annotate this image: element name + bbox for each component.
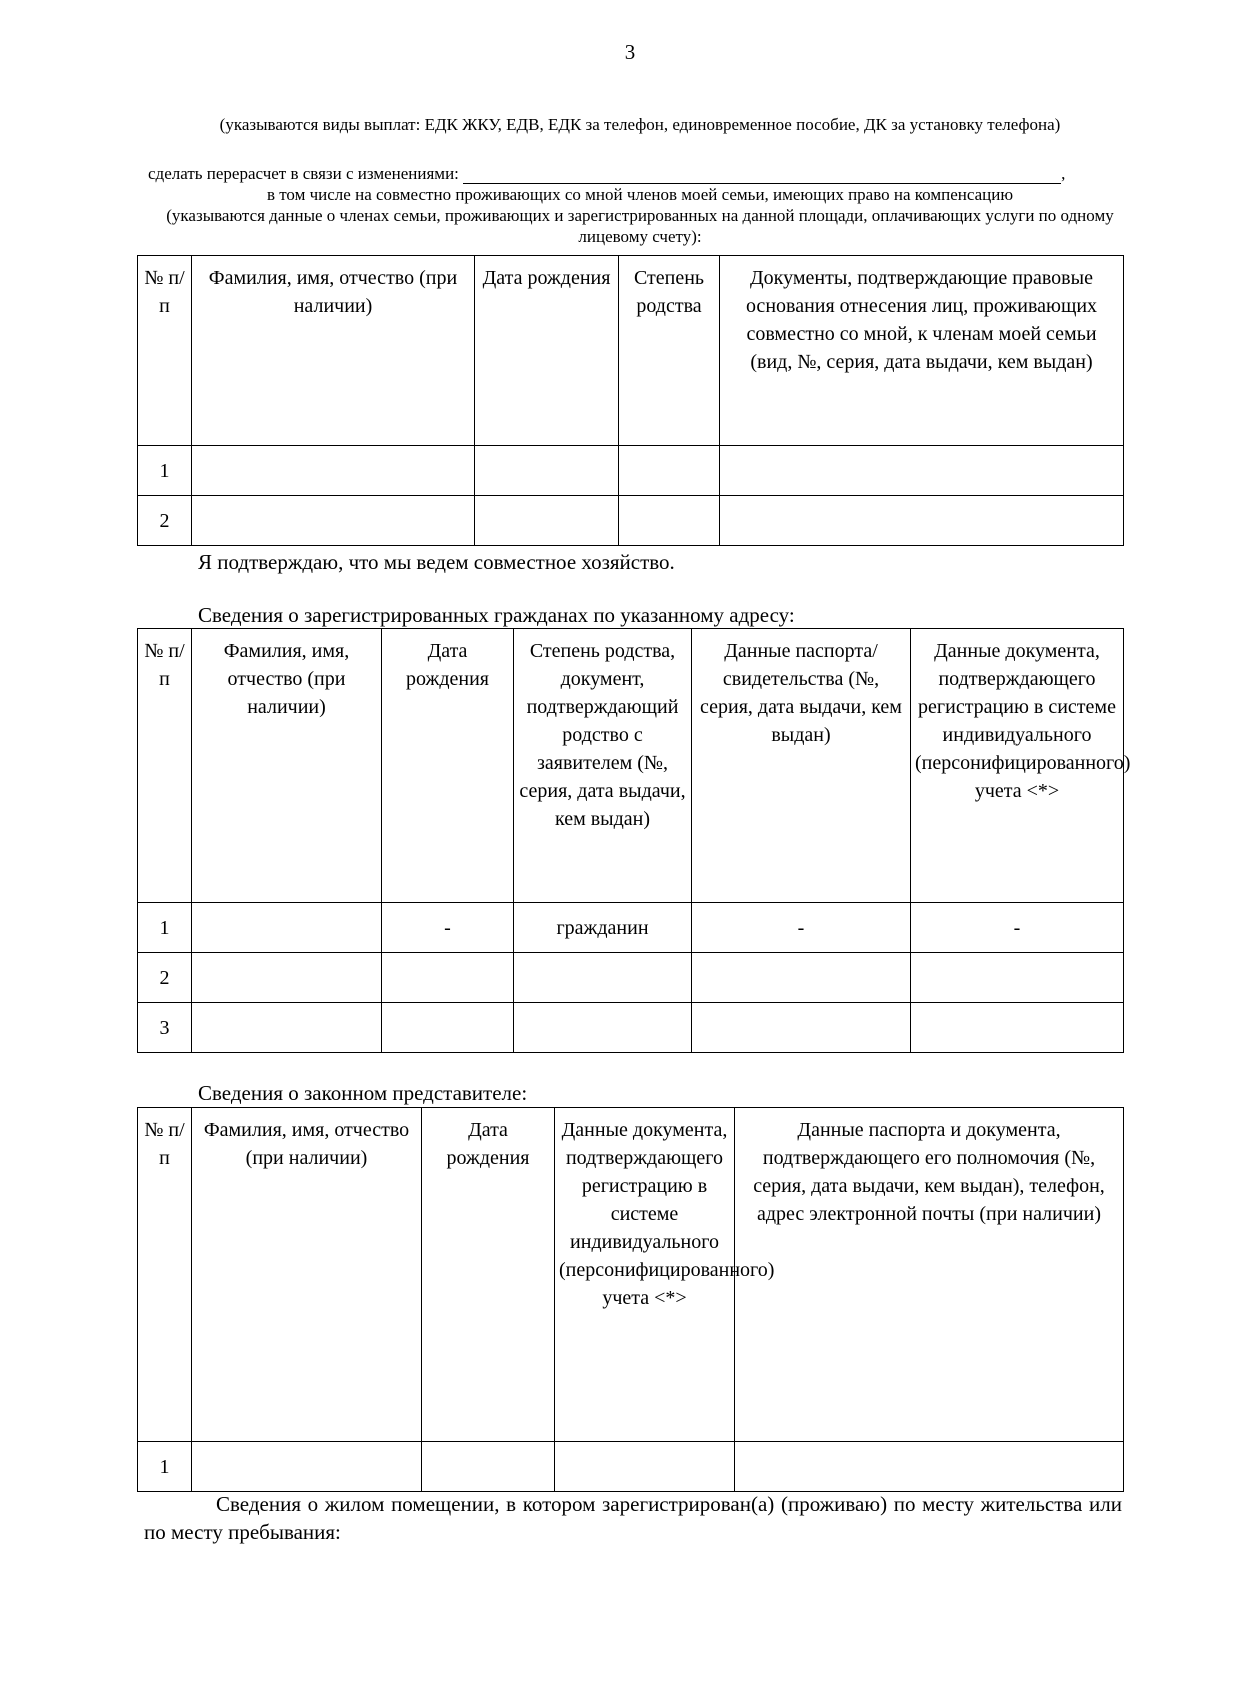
header-cell: Дата рождения (382, 629, 514, 903)
header-cell: Фамилия, имя, отчество (при наличии) (192, 1108, 422, 1442)
row-number: 2 (138, 496, 192, 546)
table-cell[interactable] (692, 953, 911, 1003)
table-cell[interactable] (192, 496, 475, 546)
table-cell[interactable] (422, 1442, 555, 1492)
row-number: 1 (138, 903, 192, 953)
table-row (138, 903, 1124, 953)
row-number: 3 (138, 1003, 192, 1053)
table-cell[interactable] (192, 953, 382, 1003)
table-cell[interactable]: - (692, 903, 911, 953)
table-cell[interactable] (382, 953, 514, 1003)
table-cell[interactable] (514, 953, 692, 1003)
header-cell: Документы, подтверждающие правовые основания отнесения лиц, проживающих совместно со мной, к членам моей семьи (вид, №, серия, дата выдачи, кем выдан) (720, 256, 1124, 446)
registered-title: Сведения о зарегистрированных гражданах по указанному адресу: (198, 603, 795, 627)
table-row (138, 496, 1124, 546)
table-cell[interactable] (619, 446, 720, 496)
header-cell: Данные документа, подтверждающего регистрацию в системе индивидуального (персонифицированного) учета <*> (555, 1108, 735, 1442)
table-row (138, 446, 1124, 496)
header-cell: Фамилия, имя, отчество (при наличии) (192, 629, 382, 903)
table-cell[interactable] (192, 1003, 382, 1053)
housing-text (144, 1490, 1122, 1546)
family-table (137, 255, 1124, 546)
family-notes (140, 184, 1140, 247)
table-cell[interactable] (911, 953, 1124, 1003)
table-cell[interactable] (475, 446, 619, 496)
table-cell[interactable] (475, 496, 619, 546)
family-line: в том числе на совместно проживающих со мной членов моей семьи, имеющих право на компенсацию (266, 185, 1014, 204)
rep-title: Сведения о законном представителе: (198, 1081, 528, 1105)
header-cell: Степень родства (619, 256, 720, 446)
recalc-blank (463, 167, 1061, 184)
confirm-text: Я подтверждаю, что мы ведем совместное хозяйство. (198, 550, 675, 574)
table-cell[interactable] (555, 1442, 735, 1492)
table-cell[interactable]: - (382, 903, 514, 953)
recalc-line (148, 163, 1138, 184)
table-cell[interactable] (192, 1442, 422, 1492)
table-cell[interactable] (192, 903, 382, 953)
recalc-suffix: , (1061, 164, 1066, 183)
table-cell[interactable] (720, 496, 1124, 546)
registered-table (137, 628, 1131, 1053)
family-table-header (138, 256, 1124, 446)
row-number: 2 (138, 953, 192, 1003)
header-cell: Данные паспорта/свидетельства (№, серия, дата выдачи, кем выдан) (692, 629, 911, 903)
header-cell: № п/п (138, 256, 192, 446)
table-cell[interactable] (192, 446, 475, 496)
table-cell[interactable] (720, 446, 1124, 496)
table-cell[interactable]: - (911, 903, 1124, 953)
header-cell: № п/п (138, 1108, 192, 1442)
table-row (138, 953, 1124, 1003)
registered-table-header (138, 629, 1124, 903)
header-cell: Дата рождения (475, 256, 619, 446)
rep-table (137, 1107, 1124, 1492)
table-row (138, 1442, 1124, 1492)
family-note: (указываются данные о членах семьи, проживающих и зарегистрированных на данной площади, оплачивающих услуги по одному лицевому счету): (166, 206, 1114, 246)
table-cell[interactable] (514, 1003, 692, 1053)
recalc-prefix: сделать перерасчет в связи с изменениями: (148, 164, 459, 183)
table-cell[interactable] (735, 1442, 1124, 1492)
header-cell: № п/п (138, 629, 192, 903)
table-cell[interactable] (911, 1003, 1124, 1053)
row-number: 1 (138, 446, 192, 496)
table-cell[interactable] (619, 496, 720, 546)
housing-text-content: Сведения о жилом помещении, в котором зарегистрирован(а) (проживаю) по месту жительства или по месту пребывания: (144, 1492, 1122, 1544)
row-number: 1 (138, 1442, 192, 1492)
header-cell: Степень родства, документ, подтверждающий родство с заявителем (№, серия, дата выдачи, кем выдан) (514, 629, 692, 903)
table-row (138, 1003, 1124, 1053)
table-cell[interactable]: гражданин (514, 903, 692, 953)
header-cell: Данные документа, подтверждающего регистрацию в системе индивидуального (персонифицированного) учета <*> (911, 629, 1124, 903)
table-cell[interactable] (382, 1003, 514, 1053)
table-cell[interactable] (692, 1003, 911, 1053)
payments-note: (указываются виды выплат: ЕДК ЖКУ, ЕДВ, ЕДК за телефон, единовременное пособие, ДК за установку телефона) (219, 115, 1061, 134)
header-cell: Данные паспорта и документа, подтверждающего его полномочия (№, серия, дата выдачи, кем выдан), телефон, адрес электронной почты (при наличии) (735, 1108, 1124, 1442)
page-number: 3 (624, 40, 636, 64)
header-cell: Фамилия, имя, отчество (при наличии) (192, 256, 475, 446)
rep-table-header (138, 1108, 1124, 1442)
header-cell: Дата рождения (422, 1108, 555, 1442)
